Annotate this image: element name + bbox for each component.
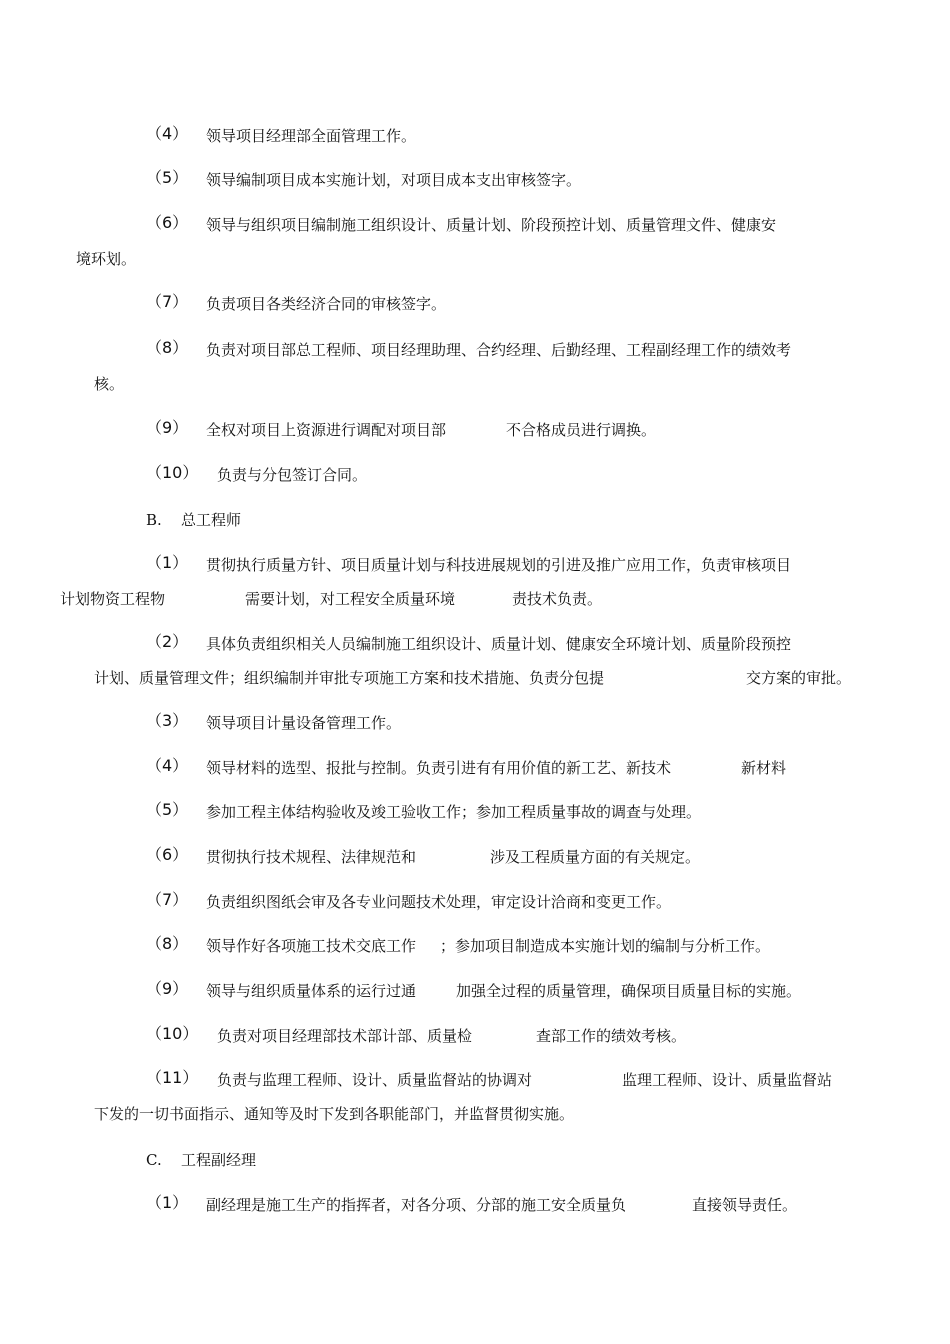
section-title: 总工程师 — [181, 511, 242, 529]
item-number: （5） — [146, 800, 189, 819]
item-text: 负责对项目经理部技术部计部、质量检 — [217, 1027, 473, 1045]
section-title: 工程副经理 — [181, 1151, 257, 1169]
item-number: （8） — [146, 338, 189, 357]
item-text-continuation: 计划物资工程物 — [60, 590, 166, 608]
item-text: 领导编制项目成本实施计划，对项目成本支出审核签字。 — [206, 171, 582, 189]
item-number: （1） — [146, 1193, 189, 1212]
item-text-tail: 新材料 — [741, 759, 787, 777]
item-text: 贯彻执行技术规程、法律规范和 — [206, 848, 417, 866]
item-number: （10） — [146, 1024, 199, 1043]
item-text-tail: 查部工作的绩效考核。 — [536, 1027, 687, 1045]
item-text-continuation: 交方案的审批。 — [746, 669, 852, 687]
item-number: （4） — [146, 756, 189, 775]
item-text: 参加工程主体结构验收及竣工验收工作；参加工程质量事故的调查与处理。 — [206, 803, 702, 821]
item-number: （3） — [146, 711, 189, 730]
item-number: （6） — [146, 845, 189, 864]
item-text-continuation: 责技术负责。 — [512, 590, 603, 608]
item-text-tail: 监理工程师、设计、质量监督站 — [622, 1071, 833, 1089]
item-text: 贯彻执行质量方针、项目质量计划与科技进展规划的引进及推广应用工作，负责审核项目 — [206, 556, 792, 574]
item-text: 副经理是施工生产的指挥者，对各分项、分部的施工安全质量负 — [206, 1196, 627, 1214]
item-number: （8） — [146, 934, 189, 953]
item-text: 领导与组织质量体系的运行过通 — [206, 982, 417, 1000]
item-text-tail: 加强全过程的质量管理，确保项目质量目标的实施。 — [456, 982, 802, 1000]
item-text-tail: ；参加项目制造成本实施计划的编制与分析工作。 — [440, 937, 771, 955]
item-text: 负责项目各类经济合同的审核签字。 — [206, 295, 447, 313]
item-text: 负责与分包签订合同。 — [217, 466, 368, 484]
item-text-tail: 涉及工程质量方面的有关规定。 — [490, 848, 701, 866]
item-text-tail: 不合格成员进行调换。 — [506, 421, 657, 439]
item-text: 领导项目经理部全面管理工作。 — [206, 127, 417, 145]
item-text-continuation: 下发的一切书面指示、通知等及时下发到各职能部门，并监督贯彻实施。 — [94, 1105, 575, 1123]
item-text: 全权对项目上资源进行调配对项目部 — [206, 421, 447, 439]
section-label: B. — [146, 511, 162, 529]
item-number: （9） — [146, 418, 189, 437]
item-text: 负责组织图纸会审及各专业问题技术处理，审定设计洽商和变更工作。 — [206, 893, 672, 911]
item-number: （7） — [146, 292, 189, 311]
item-number: （10） — [146, 463, 199, 482]
section-label: C. — [146, 1151, 162, 1169]
item-text: 具体负责组织相关人员编制施工组织设计、质量计划、健康安全环境计划、质量阶段预控 — [206, 635, 792, 653]
item-number: （9） — [146, 979, 189, 998]
item-number: （2） — [146, 632, 189, 651]
item-text: 领导项目计量设备管理工作。 — [206, 714, 402, 732]
item-number: （7） — [146, 890, 189, 909]
item-text: 领导材料的选型、报批与控制。负责引进有有用价值的新工艺、新技术 — [206, 759, 672, 777]
item-text: 领导与组织项目编制施工组织设计、质量计划、阶段预控计划、质量管理文件、健康安 — [206, 216, 777, 234]
item-number: （4） — [146, 124, 189, 143]
item-number: （11） — [146, 1068, 199, 1087]
item-text-continuation: 核。 — [94, 375, 125, 393]
item-text: 负责与监理工程师、设计、质量监督站的协调对 — [217, 1071, 533, 1089]
item-text-continuation: 计划、质量管理文件；组织编制并审批专项施工方案和技术措施、负责分包提 — [94, 669, 605, 687]
item-number: （6） — [146, 213, 189, 232]
item-text-continuation: 境环划。 — [76, 250, 137, 268]
item-text: 领导作好各项施工技术交底工作 — [206, 937, 417, 955]
item-number: （5） — [146, 168, 189, 187]
item-text-continuation: 需要计划，对工程安全质量环境 — [245, 590, 456, 608]
item-number: （1） — [146, 553, 189, 572]
item-text: 负责对项目部总工程师、项目经理助理、合约经理、后勤经理、工程副经理工作的绩效考 — [206, 341, 792, 359]
item-text-tail: 直接领导责任。 — [692, 1196, 798, 1214]
